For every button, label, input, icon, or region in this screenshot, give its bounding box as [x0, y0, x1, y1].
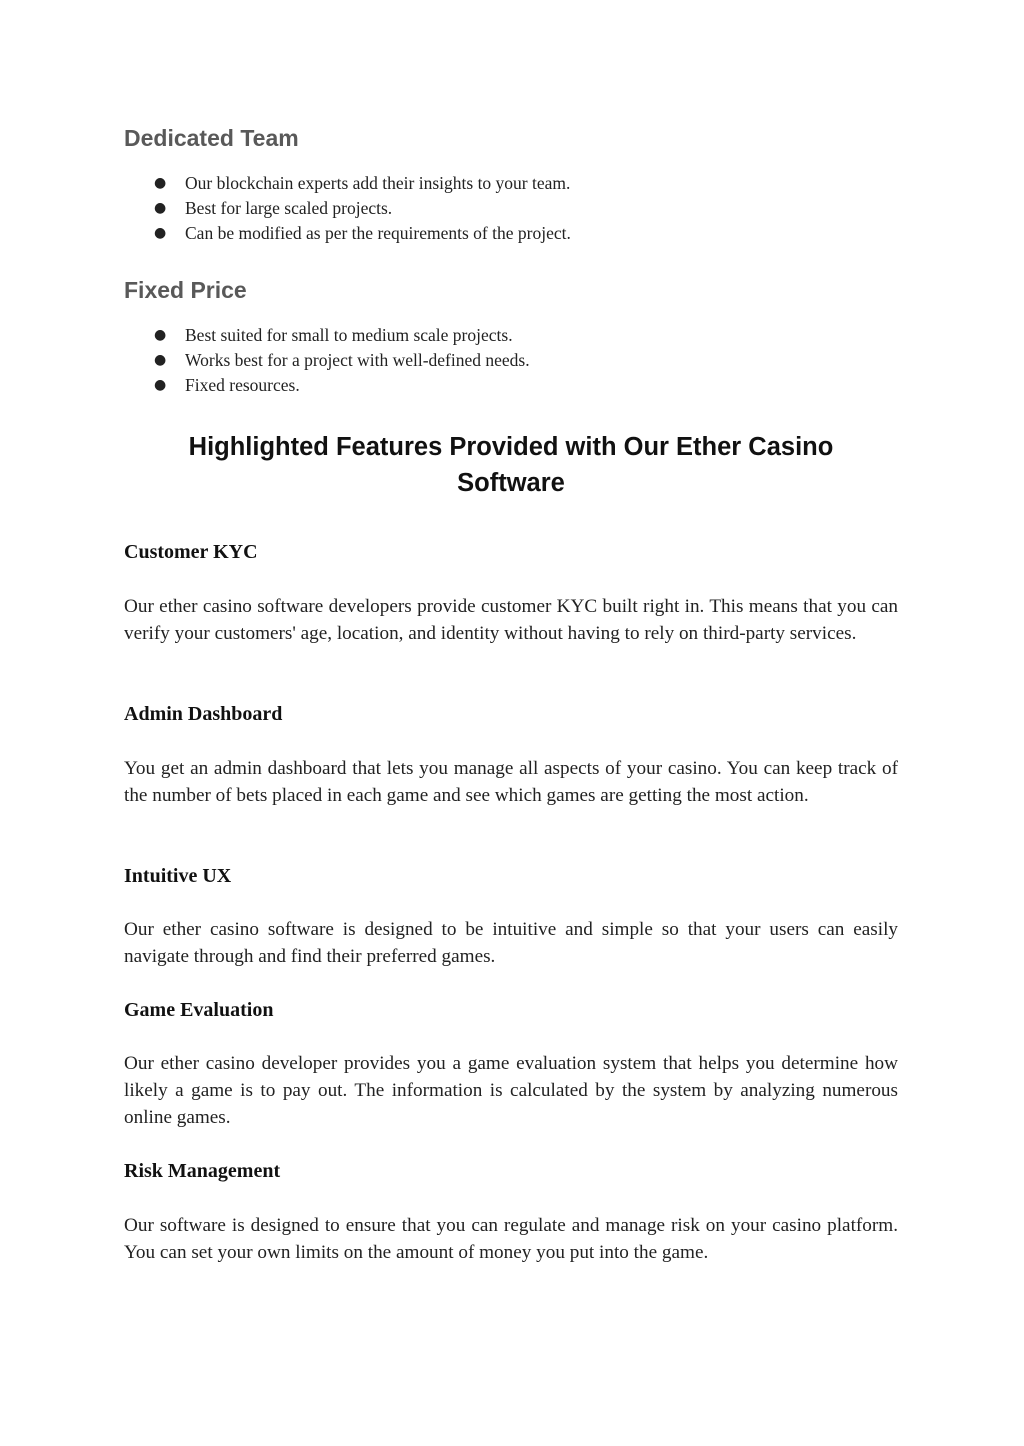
bullet-icon: ●: [154, 377, 167, 393]
feature-text-game-evaluation: Our ether casino developer provides you a game evaluation system that helps you determine how likely a game is to pay out. The information is calculated by the system by analyzing numerous online games.: [124, 1053, 898, 1128]
main-heading-line2: Software: [457, 469, 565, 497]
list-item: ● Best for large scaled projects.: [124, 196, 898, 221]
list-item: ● Best suited for small to medium scale projects.: [124, 323, 898, 348]
feature-text-intuitive-ux: Our ether casino software is designed to be intuitive and simple so that your users can easily navigate through and find their preferred games.: [124, 919, 898, 967]
feature-title-risk-management: Risk Management: [124, 1160, 281, 1182]
bullet-icon: ●: [154, 225, 167, 241]
feature-title-game-evaluation: Game Evaluation: [124, 999, 274, 1021]
main-heading-line1: Highlighted Features Provided with Our Ether Casino: [188, 433, 834, 461]
list-item: ● Can be modified as per the requirements of the project.: [124, 221, 898, 246]
list-item: ● Works best for a project with well-defined needs.: [124, 348, 898, 373]
feature-text-risk-management: Our software is designed to ensure that you can regulate and manage risk on your casino platform. You can set your own limits on the amount of money you put into the game.: [124, 1215, 898, 1263]
feature-title-customer-kyc: Customer KYC: [124, 541, 258, 563]
bullet-icon: ●: [154, 327, 167, 343]
feature-text-admin-dashboard: You get an admin dashboard that lets you manage all aspects of your casino. You can keep track of the number of bets placed in each game and see which games are getting the most action.: [124, 758, 898, 806]
feature-text-customer-kyc: Our ether casino software developers provide customer KYC built right in. This means that you can verify your customers' age, location, and identity without having to rely on third-party services.: [124, 596, 898, 644]
bullet-list-dedicated-team: [124, 171, 898, 246]
bullet-list-fixed-price: [124, 323, 898, 398]
main-heading: [124, 429, 898, 501]
list-item: ● Fixed resources.: [124, 373, 898, 398]
bullet-icon: ●: [154, 175, 167, 191]
list-item: ● Our blockchain experts add their insights to your team.: [124, 171, 898, 196]
section-heading-fixed-price: Fixed Price: [124, 277, 247, 303]
section-heading-dedicated-team: Dedicated Team: [124, 125, 299, 151]
feature-title-intuitive-ux: Intuitive UX: [124, 865, 232, 887]
bullet-icon: ●: [154, 200, 167, 216]
feature-title-admin-dashboard: Admin Dashboard: [124, 703, 283, 725]
bullet-icon: ●: [154, 352, 167, 368]
